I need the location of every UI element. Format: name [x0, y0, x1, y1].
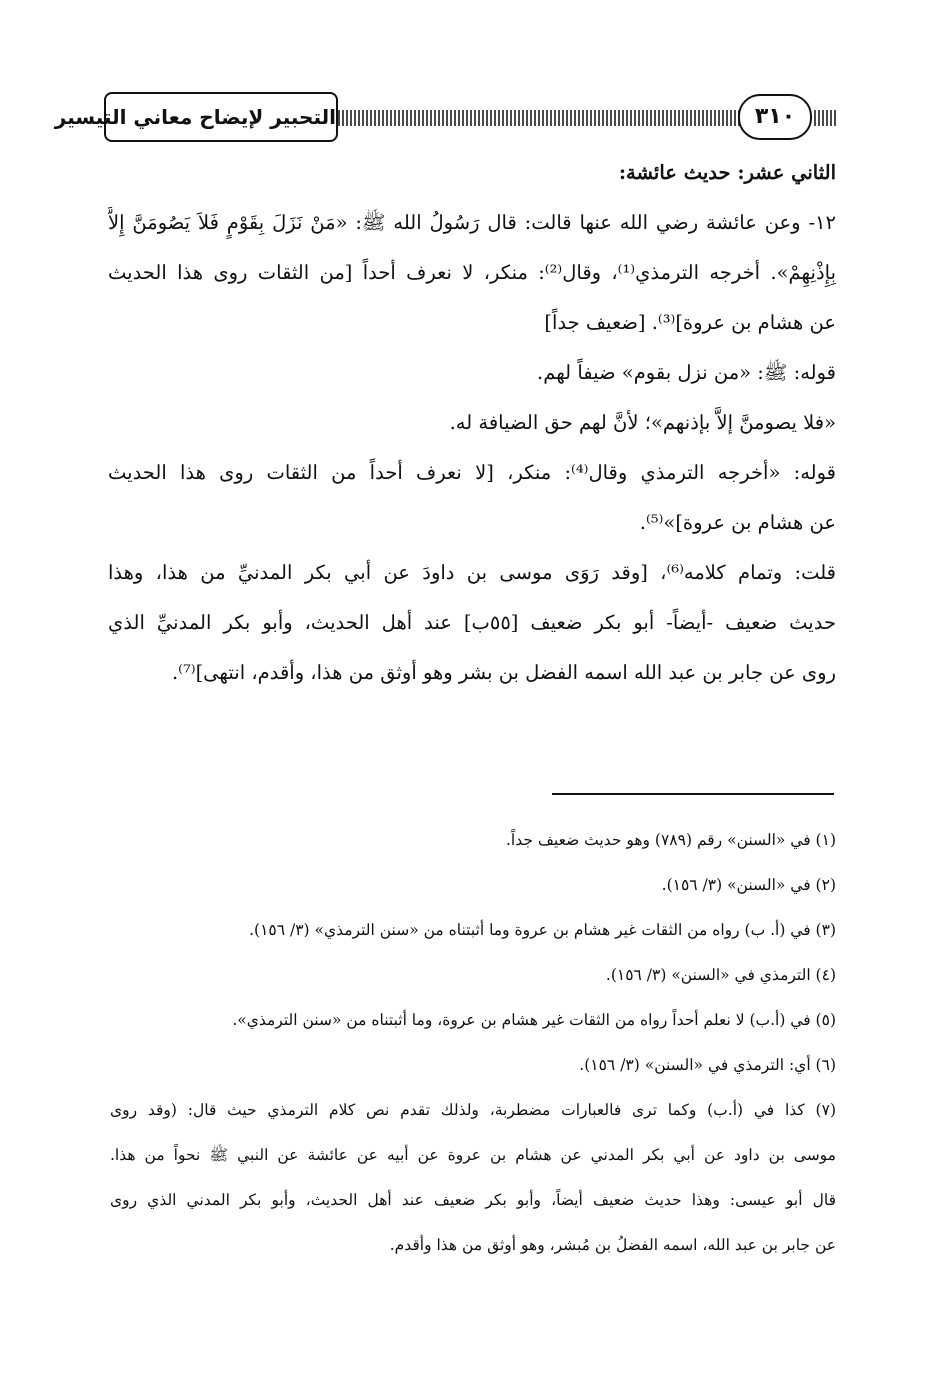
text-line: عن هشام بن عروة]⁽³⁾. [ضعيف جداً]: [544, 311, 836, 334]
footnote-item: (٤) الترمذي في «السنن» (٣/ ١٥٦).: [605, 966, 836, 984]
footnote-separator: [552, 793, 834, 795]
text-line: «فلا يصومنَّ إلاَّ بإذنهم»؛ لأنَّ لهم حق الضيافة له.: [449, 411, 836, 434]
footnote-continuation: قال أبو عيسى: وهذا حديث ضعيف أيضاً، وأبو بكر ضعيف عند أهل الحديث، وأبو بكر المدني الذي روى: [110, 1191, 836, 1209]
text-line: روى عن جابر بن عبد الله اسمه الفضل بن بشر وهو أوثق من هذا، وأقدم، انتهى]⁽⁷⁾.: [171, 661, 836, 684]
text-line: عن هشام بن عروة]»⁽⁵⁾.: [639, 511, 836, 534]
footnote-continuation: عن جابر بن عبد الله، اسمه الفضلُ بن مُبشر، وهو أوثق من هذا وأقدم.: [389, 1236, 836, 1254]
page-header: [54, 92, 838, 144]
header-ornament-band: [334, 110, 743, 126]
footnote-continuation: موسى بن داود عن أبي بكر المدني عن هشام بن عروة عن أبيه عن عائشة عن النبي ﷺ نحواً من هذا.: [110, 1146, 836, 1164]
text-line: قوله: ﷺ: «من نزل بقوم» ضيفاً لهم.: [537, 361, 836, 384]
footnote-item: (٥) في (أ.ب) لا نعلم أحداً رواه من الثقات غير هشام بن عروة، وما أثبتناه من «سنن الترمذي».: [232, 1011, 836, 1029]
header-ornament-right: [814, 110, 838, 126]
footnote-item: (١) في «السنن» رقم (٧٨٩) وهو حديث ضعيف جداً.: [505, 831, 836, 849]
text-line: قلت: وتمام كلامه⁽⁶⁾، [وقد رَوَى موسى بن داودَ عن أبي بكر المدنيِّ من هذا، وهذا: [108, 561, 836, 584]
footnote-item: (٧) كذا في (أ.ب) وكما ترى فالعبارات مضطربة، ولذلك تقدم نص كلام الترمذي حيث قال: (وقد روى: [110, 1101, 836, 1119]
footnote-item: (٣) في (أ. ب) رواه من الثقات غير هشام بن عروة وما أثبتناه من «سنن الترمذي» (٣/ ١٥٦).: [249, 921, 836, 939]
footnote-item: (٢) في «السنن» (٣/ ١٥٦).: [661, 876, 836, 894]
text-line: حديث ضعيف -أيضاً- أبو بكر ضعيف [٥٥ب] عند أهل الحديث، وأبو بكر المدنيِّ الذي: [108, 611, 836, 634]
text-line: بِإِذْنِهِمْ». أخرجه الترمذي⁽¹⁾، وقال⁽²⁾: منكر، لا نعرف أحداً [من الثقات روى هذا الحديث: [108, 261, 836, 284]
main-text: [108, 148, 836, 698]
section-heading: الثاني عشر: حديث عائشة:: [618, 161, 836, 184]
page-number: ٣١٠: [738, 94, 812, 140]
book-title: التحبير لإيضاح معاني التيسير: [104, 92, 338, 142]
footnotes: [110, 818, 836, 1268]
footnote-item: (٦) أي: الترمذي في «السنن» (٣/ ١٥٦).: [579, 1056, 836, 1074]
text-line: ١٢- وعن عائشة رضي الله عنها قالت: قال رَسُولُ الله ﷺ: «مَنْ نَزَلَ بِقَوْمٍ فَلاَ يَصُومَنَّ إِلاَّ: [108, 211, 836, 234]
text-line: قوله: «أخرجه الترمذي وقال⁽⁴⁾: منكر، [لا نعرف أحداً من الثقات روى هذا الحديث: [108, 461, 836, 484]
